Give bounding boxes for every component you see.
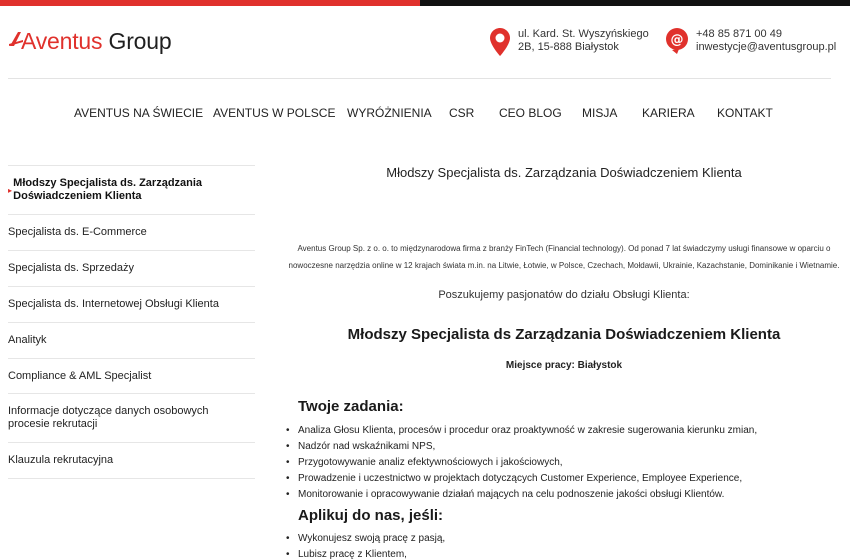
email-at-icon xyxy=(666,28,688,54)
intro-line-2: nowoczesne narzędzia online w 12 krajach świata m.in. na Litwie, Łotwie, w Polsce, Czechach, Mołdawii, Ukrainie, Kazachstanie, Dominikanie i Wietnamie. xyxy=(288,261,840,270)
email-address[interactable]: inwestycje@aventusgroup.pl xyxy=(696,41,837,53)
nav-csr[interactable]: CSR xyxy=(449,106,475,120)
svg-text:@: @ xyxy=(670,32,684,48)
nav-aventus-na-swiecie[interactable]: AVENTUS NA ŚWIECIE xyxy=(74,106,204,120)
contact-block xyxy=(666,28,836,54)
apply-list xyxy=(286,531,445,559)
logo-group: Group xyxy=(108,27,172,54)
phone-number[interactable]: +48 85 871 00 49 xyxy=(696,28,782,40)
header-divider xyxy=(8,78,831,79)
active-arrow-icon: ▸ xyxy=(8,185,13,195)
company-intro xyxy=(270,240,850,274)
sidebar-item-label: Specjalista ds. Internetowej Obsługi Klienta xyxy=(8,298,219,310)
tasks-heading: Twoje zadania: xyxy=(298,398,404,415)
sidebar-item-junior-cx-specialist[interactable] xyxy=(8,165,255,214)
address-block xyxy=(490,28,649,56)
nav-ceo-blog[interactable]: CEO BLOG xyxy=(499,106,562,120)
sidebar-item-label: Specjalista ds. Sprzedaży xyxy=(8,262,134,274)
nav-wyroznienia[interactable]: WYRÓŻNIENIA xyxy=(347,106,432,120)
sidebar-item-label: Compliance & AML Specjalist xyxy=(8,369,152,382)
main-nav xyxy=(0,106,850,122)
list-item: • Przygotowywanie analiz efektywnościowych i jakościowych, xyxy=(286,455,757,471)
nav-kariera[interactable]: KARIERA xyxy=(642,106,695,120)
seeking-text: Poszukujemy pasjonatów do działu Obsługi Klienta: xyxy=(438,289,690,301)
apply-heading: Aplikuj do nas, jeśli: xyxy=(298,507,444,524)
logo[interactable] xyxy=(9,26,171,56)
sidebar-item-recruitment-clause[interactable] xyxy=(8,442,255,479)
sidebar-item-label: Młodszy Specjalista ds. Zarządzania Doświadczeniem Klienta xyxy=(13,177,203,202)
sidebar-item-online-support[interactable] xyxy=(8,286,255,322)
nav-aventus-w-polsce[interactable]: AVENTUS W POLSCE xyxy=(213,106,336,120)
intro-line-1: Aventus Group Sp. z o. o. to międzynarodowa firma z branży FinTech (Financial technology). Od ponad 7 lat świadczymy usługi finansowe w oparciu o xyxy=(297,244,831,253)
sidebar-item-label: Specjalista ds. E-Commerce xyxy=(8,226,147,238)
top-accent-bar xyxy=(0,0,850,6)
career-sidebar xyxy=(8,165,255,479)
logo-text xyxy=(21,28,171,55)
top-bar-black xyxy=(420,0,850,6)
location-pin-icon xyxy=(490,28,510,56)
top-bar-red xyxy=(0,0,420,6)
list-item: • Prowadzenie i uczestnictwo w projektach dotyczących Customer Experience, Employee Experience, xyxy=(286,471,757,487)
address-line-1: ul. Kard. St. Wyszyńskiego xyxy=(518,28,649,40)
logo-mark-icon xyxy=(9,30,23,52)
sidebar-item-label: Analityk xyxy=(8,334,47,346)
sidebar-item-label: Informacje dotyczące danych osobowych procesie rekrutacji xyxy=(8,405,209,430)
sidebar-item-analyst[interactable] xyxy=(8,322,255,358)
tasks-list xyxy=(286,423,757,503)
list-item: • Nadzór nad wskaźnikami NPS, xyxy=(286,439,757,455)
sidebar-item-gdpr-info[interactable] xyxy=(8,393,255,442)
sidebar-item-label: Klauzula rekrutacyjna xyxy=(8,454,114,466)
list-item: • Wykonujesz swoją pracę z pasją, xyxy=(286,531,445,547)
sidebar-item-ecommerce[interactable] xyxy=(8,214,255,250)
nav-misja[interactable]: MISJA xyxy=(582,106,618,120)
job-title: Młodszy Specjalista ds Zarządzania Doświadczeniem Klienta xyxy=(347,326,781,343)
nav-kontakt[interactable]: KONTAKT xyxy=(717,106,773,120)
list-item: • Analiza Głosu Klienta, procesów i procedur oraz proaktywność w zakresie sugerowania kierunku zmian, xyxy=(286,423,757,439)
logo-brand: Aventus xyxy=(21,27,103,54)
workplace: Miejsce pracy: Białystok xyxy=(505,360,623,371)
page-title: Młodszy Specjalista ds. Zarządzania Doświadczeniem Klienta xyxy=(386,165,742,180)
sidebar-item-sales[interactable] xyxy=(8,250,255,286)
list-item: • Monitorowanie i opracowywanie działań mających na celu podnoszenie jakości obsługi Klientów. xyxy=(286,487,757,503)
address-line-2: 2B, 15-888 Białystok xyxy=(518,41,619,53)
list-item: • Lubisz pracę z Klientem, xyxy=(286,547,445,559)
sidebar-item-compliance-aml[interactable] xyxy=(8,358,255,393)
